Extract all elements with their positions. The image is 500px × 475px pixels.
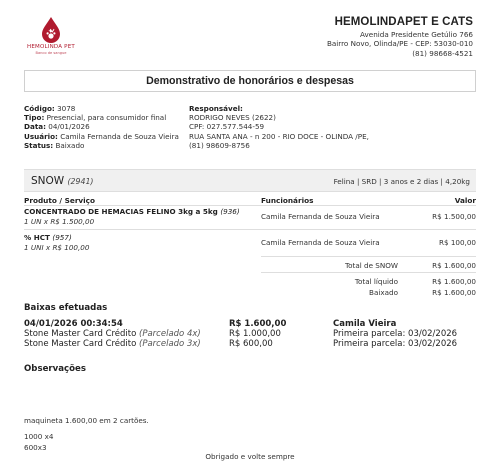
usuario-value: Camila Fernanda de Souza Vieira (60, 131, 179, 141)
payment-method-line (24, 339, 201, 349)
notes-line: 600x3 (24, 442, 47, 452)
payment-first-installment: Primeira parcela: 03/02/2026 (333, 339, 458, 350)
info-tipo (24, 113, 179, 122)
total-pet-value: R$ 1.600,00 (432, 261, 476, 270)
company-logo (26, 16, 76, 55)
pet-name-block (31, 175, 93, 187)
data-value: 04/01/2026 (48, 122, 90, 132)
payment-value: R$ 600,00 (229, 339, 273, 350)
table-row (24, 233, 89, 253)
document-title: Demonstrativo de honorários e despesas (146, 75, 354, 87)
product-name-line (24, 233, 89, 243)
pet-id: (2941) (67, 177, 94, 186)
info-usuario (24, 132, 179, 141)
col-header-staff: Funcionários (261, 196, 314, 205)
info-data (24, 122, 179, 131)
row-staff: Camila Fernanda de Souza Vieira (261, 212, 380, 221)
row-value: R$ 100,00 (438, 238, 476, 247)
document-title-box (24, 70, 476, 92)
payments-user (333, 319, 457, 350)
col-header-value: Valor (454, 196, 476, 205)
info-codigo (24, 104, 179, 113)
logo-text: HEMOLINDA PET (27, 44, 75, 50)
payments-title: Baixas efetuadas (24, 303, 108, 313)
notes-body (24, 416, 149, 453)
data-label: Data: (24, 122, 46, 132)
notes-line: maquineta 1.600,00 em 2 cartões. (24, 416, 149, 425)
footer-message: Obrigado e volte sempre (205, 452, 295, 461)
divider (261, 256, 476, 257)
notes-line: 1000 x4 (24, 432, 54, 442)
product-name-line (24, 207, 240, 217)
divider (24, 229, 476, 230)
responsavel-address: RUA SANTA ANA - n 200 - RIO DOCE - OLINDA /PE, (189, 131, 369, 141)
total-liquido-value: R$ 1.600,00 (432, 277, 476, 286)
payment-method: Stone Master Card Crédito (24, 329, 137, 340)
status-label: Status: (24, 140, 54, 150)
tipo-label: Tipo: (24, 113, 45, 123)
responsavel-cpf: CPF: 027.577.544-59 (189, 122, 265, 132)
responsavel-label: Responsável: (189, 104, 243, 113)
blood-drop-logo-icon (36, 16, 66, 44)
payments-values (229, 319, 286, 350)
codigo-label: Código: (24, 104, 55, 113)
usuario-label: Usuário: (24, 131, 58, 141)
company-name: HEMOLINDAPET E CATS (334, 16, 473, 28)
product-quantity: 1 UNI x R$ 100,00 (24, 243, 90, 252)
logo-subtext: Banco de sangue (35, 50, 67, 55)
product-name: % HCT (24, 233, 50, 242)
tipo-value: Presencial, para consumidor final (46, 113, 167, 123)
company-phone: (81) 98668-4521 (412, 48, 473, 58)
document-info (24, 104, 179, 150)
payment-method: Stone Master Card Crédito (24, 339, 137, 350)
row-value: R$ 1.500,00 (432, 212, 476, 221)
product-code: (936) (220, 207, 240, 216)
product-code: (957) (52, 233, 72, 242)
pet-bar (24, 169, 476, 192)
row-staff: Camila Fernanda de Souza Vieira (261, 238, 380, 247)
payment-datetime: 04/01/2026 00:34:54 (24, 319, 123, 329)
total-liquido-label: Total líquido (354, 277, 398, 286)
company-address-line1: Avenida Presidente Getúlio 766 (360, 30, 473, 39)
notes-title: Observações (24, 364, 86, 374)
payments-methods (24, 319, 201, 350)
pet-details: Felina | SRD | 3 anos e 2 dias | 4,20kg (333, 177, 470, 186)
payment-value: R$ 1.000,00 (229, 329, 281, 340)
responsavel-name: RODRIGO NEVES (2622) (189, 113, 276, 123)
status-value: Baixado (55, 140, 85, 150)
payment-installments: (Parcelado 4x) (139, 329, 201, 340)
pet-name: SNOW (31, 175, 65, 187)
document-header (0, 0, 500, 66)
product-name: CONCENTRADO DE HEMACIAS FELINO 3kg a 5kg (24, 207, 218, 216)
product-quantity: 1 UN x R$ 1.500,00 (24, 217, 95, 226)
baixado-label: Baixado (369, 288, 398, 297)
info-status (24, 141, 179, 150)
payment-user: Camila Vieira (333, 319, 397, 329)
table-row (24, 207, 240, 227)
responsavel-info (189, 104, 369, 150)
company-address-line2: Bairro Novo, Olinda/PE - CEP: 53030-010 (326, 39, 473, 49)
payment-method-line (24, 329, 201, 339)
total-pet-label: Total de SNOW (344, 261, 398, 270)
baixado-value: R$ 1.600,00 (432, 288, 476, 297)
company-info (327, 16, 473, 58)
payment-total: R$ 1.600,00 (229, 319, 287, 329)
col-header-product: Produto / Serviço (24, 196, 96, 205)
payment-first-installment: Primeira parcela: 03/02/2026 (333, 329, 458, 340)
divider (261, 272, 476, 273)
codigo-value: 3078 (57, 104, 76, 113)
divider (24, 205, 476, 206)
responsavel-phone: (81) 98609-8756 (189, 140, 250, 150)
payment-installments: (Parcelado 3x) (139, 339, 201, 350)
